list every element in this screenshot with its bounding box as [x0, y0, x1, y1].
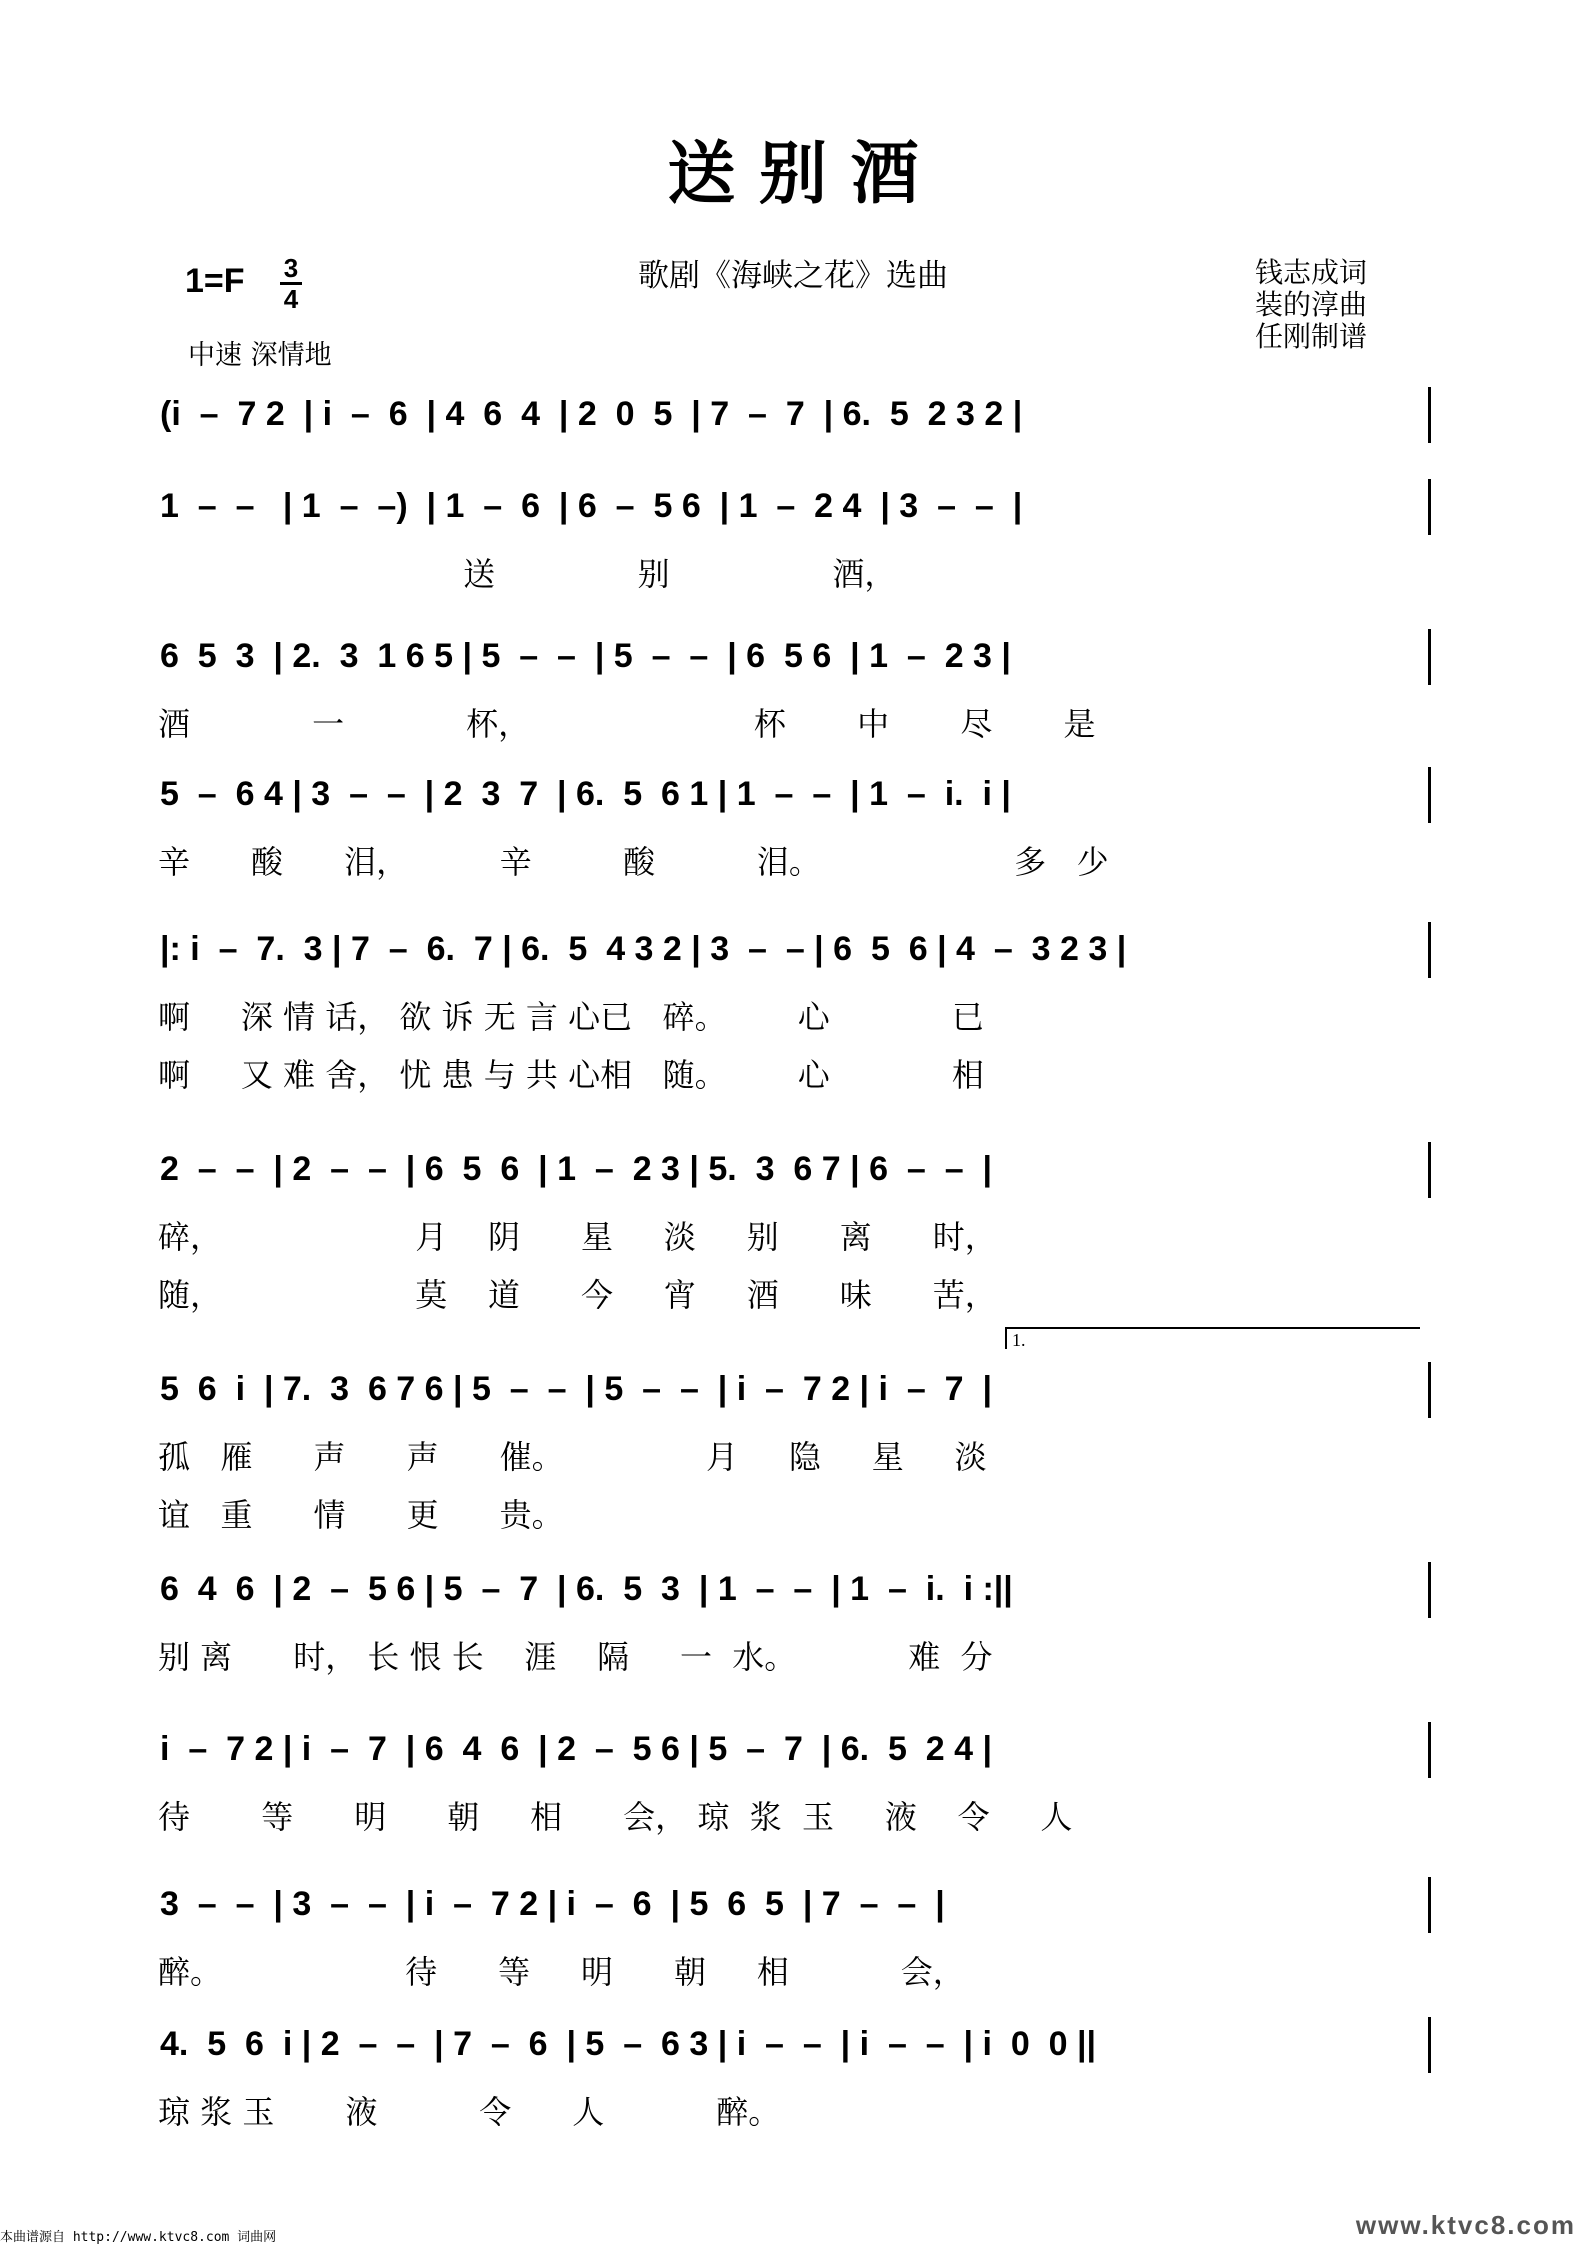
volta-bracket-tick: [1005, 1327, 1007, 1349]
lyric-line: 谊 重 情 更 贵。: [158, 1496, 564, 1534]
notation-line: i – 7 2 | i – 7 | 6 4 6 | 2 – 5 6 | 5 – 7 | 6. 5 2 4 |: [160, 1730, 992, 1768]
system-end-barline: [1428, 767, 1431, 823]
footer-source: 本曲谱源自 http://www.ktvc8.com 词曲网: [0, 2230, 277, 2245]
time-signature-bottom: 4: [283, 284, 299, 314]
key-signature: 1=F: [185, 262, 245, 300]
notation-line: 6 5 3 | 2. 3 1 6 5 | 5 – – | 5 – – | 6 5 6 | 1 – 2 3 |: [160, 637, 1011, 675]
lyric-line: 碎， 月 阴 星 淡 别 离 时，: [158, 1218, 997, 1256]
lyric-line: 琼 浆 玉 液 令 人 醉。: [158, 2093, 781, 2131]
credits: [1255, 257, 1367, 353]
notation-line: 5 6 i | 7. 3 6 7 6 | 5 – – | 5 – – | i – 7 2 | i – 7 |: [160, 1370, 992, 1408]
lyric-line: 酒 一 杯， 杯 中 尽 是: [158, 705, 1096, 743]
tempo-marking: 中速 深情地: [188, 340, 332, 371]
notation-line: 6 4 6 | 2 – 5 6 | 5 – 7 | 6. 5 3 | 1 – – | 1 – i. i :||: [160, 1570, 1013, 1608]
system-end-barline: [1428, 1142, 1431, 1198]
system-end-barline: [1428, 1877, 1431, 1933]
time-signature: [280, 255, 302, 312]
system-end-barline: [1428, 1722, 1431, 1778]
song-subtitle: 歌剧《海峡之花》选曲: [638, 258, 948, 294]
time-signature-top: 3: [283, 253, 299, 283]
system-end-barline: [1428, 387, 1431, 443]
system-end-barline: [1428, 2017, 1431, 2073]
credit-lyricist: 钱志成词: [1255, 256, 1368, 289]
notation-line: (i – 7 2 | i – 6 | 4 6 4 | 2 0 5 | 7 – 7 | 6. 5 2 3 2 |: [160, 395, 1023, 433]
system-end-barline: [1428, 1562, 1431, 1618]
system-end-barline: [1428, 1362, 1431, 1418]
notation-line: 5 – 6 4 | 3 – – | 2 3 7 | 6. 5 6 1 | 1 – – | 1 – i. i |: [160, 775, 1011, 813]
credit-transcriber: 任刚制谱: [1255, 320, 1368, 353]
lyric-line: 醉。 待 等 明 朝 相 会，: [158, 1953, 965, 1991]
lyric-line: 送 别 酒，: [158, 555, 897, 593]
lyric-line: 别 离 时， 长 恨 长 涯 隔 一 水。 难 分: [158, 1638, 993, 1676]
lyric-line: 啊 又 难 舍， 忧 患 与 共 心相 随。 心 相: [158, 1056, 984, 1094]
system-end-barline: [1428, 629, 1431, 685]
notation-line: 3 – – | 3 – – | i – 7 2 | i – 6 | 5 6 5 | 7 – – |: [160, 1885, 945, 1923]
lyric-line: 啊 深 情 话， 欲 诉 无 言 心已 碎。 心 已: [158, 998, 984, 1036]
notation-line: 2 – – | 2 – – | 6 5 6 | 1 – 2 3 | 5. 3 6 7 | 6 – – |: [160, 1150, 993, 1188]
footer-watermark: www.ktvc8.com: [1355, 2210, 1576, 2240]
volta-number: 1.: [1012, 1330, 1026, 1350]
notation-line: 4. 5 6 i | 2 – – | 7 – 6 | 5 – 6 3 | i – – | i – – | i 0 0 ||: [160, 2025, 1097, 2063]
lyric-line: 辛 酸 泪， 辛 酸 泪。 多 少: [158, 843, 1109, 881]
credit-composer: 装的淳曲: [1255, 288, 1368, 321]
volta-bracket: [1005, 1327, 1420, 1329]
lyric-line: 孤 雁 声 声 催。 月 隐 星 淡: [158, 1438, 987, 1476]
song-title: 送 别 酒: [667, 134, 919, 214]
system-end-barline: [1428, 922, 1431, 978]
notation-line: |: i – 7. 3 | 7 – 6. 7 | 6. 5 4 3 2 | 3 – – | 6 5 6 | 4 – 3 2 3 |: [160, 930, 1127, 968]
notation-line: 1 – – | 1 – –) | 1 – 6 | 6 – 5 6 | 1 – 2 4 | 3 – – |: [160, 487, 1023, 525]
lyric-line: 待 等 明 朝 相 会， 琼 浆 玉 液 令 人: [158, 1798, 1073, 1836]
lyric-line: 随， 莫 道 今 宵 酒 味 苦，: [158, 1276, 997, 1314]
system-end-barline: [1428, 479, 1431, 535]
